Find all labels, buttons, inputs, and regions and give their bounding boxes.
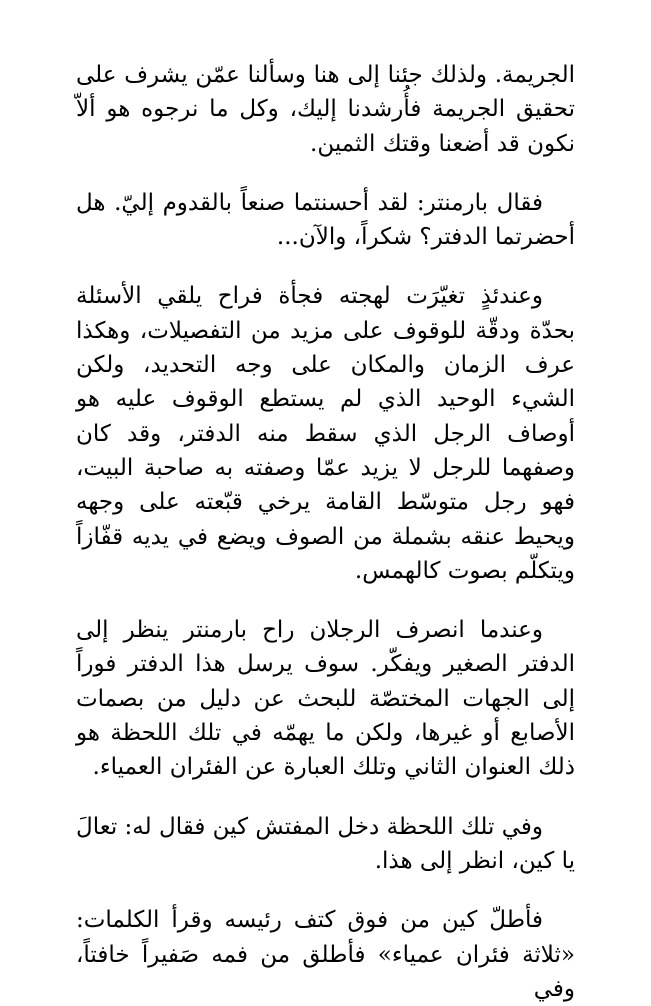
paragraph-1: الجريمة. ولذلك جئنا إلى هنا وسألنا عمّن يشرف على تحقيق الجريمة فأُرشدنا إليك، وكل ما نرجوه هو ألاّ نكون قد أضعنا وقتك الثمين. [76, 62, 575, 157]
paragraph-4: وعندما انصرف الرجلان راح بارمنتر ينظر إلى الدفتر الصغير ويفكّر. سوف يرسل هذا الدفتر فوراً إلى الجهات المختصّة للبحث عن دليل من بصمات الأصابع أو غيرها، ولكن ما يهمّه في تلك اللحظة هو ذلك العنوان الثاني وتلك العبارة عن الفئران العمياء. [76, 617, 575, 781]
paragraph-5: وفي تلك اللحظة دخل المفتش كين فقال له: تعالَ يا كين، انظر إلى هذا. [76, 813, 575, 874]
paragraph-6: فأطلّ كين من فوق كتف رئيسه وقرأ الكلمات: «ثلاثة فئران عمياء» فأطلق من فمه صَفيراً خافتاً، وفي [76, 907, 575, 1002]
paragraph-3: وعندئذٍ تغيّرَت لهجته فجأة فراح يلقي الأسئلة بحدّة ودقّة للوقوف على مزيد من التفصيلات، وهكذا عرف الزمان والمكان على وجه التحديد، ولكن الشيء الوحيد الذي لم يستطع الوقوف عليه هو أوصاف الرجل الذي سقط منه الدفتر، وقد كان وصفهما للرجل لا يزيد عمّا وصفته به صاحبة البيت، فهو رجل متوسّط القامة يرخي قبّعته على وجهه ويحيط عنقه بشملة من الصوف ويضع في يديه قفّازاً ويتكلّم بصوت كالهمس. [76, 283, 575, 584]
paragraph-2: فقال بارمنتر: لقد أحسنتما صنعاً بالقدوم إليّ. هل أحضرتما الدفتر؟ شكراً، والآن... [76, 189, 575, 251]
